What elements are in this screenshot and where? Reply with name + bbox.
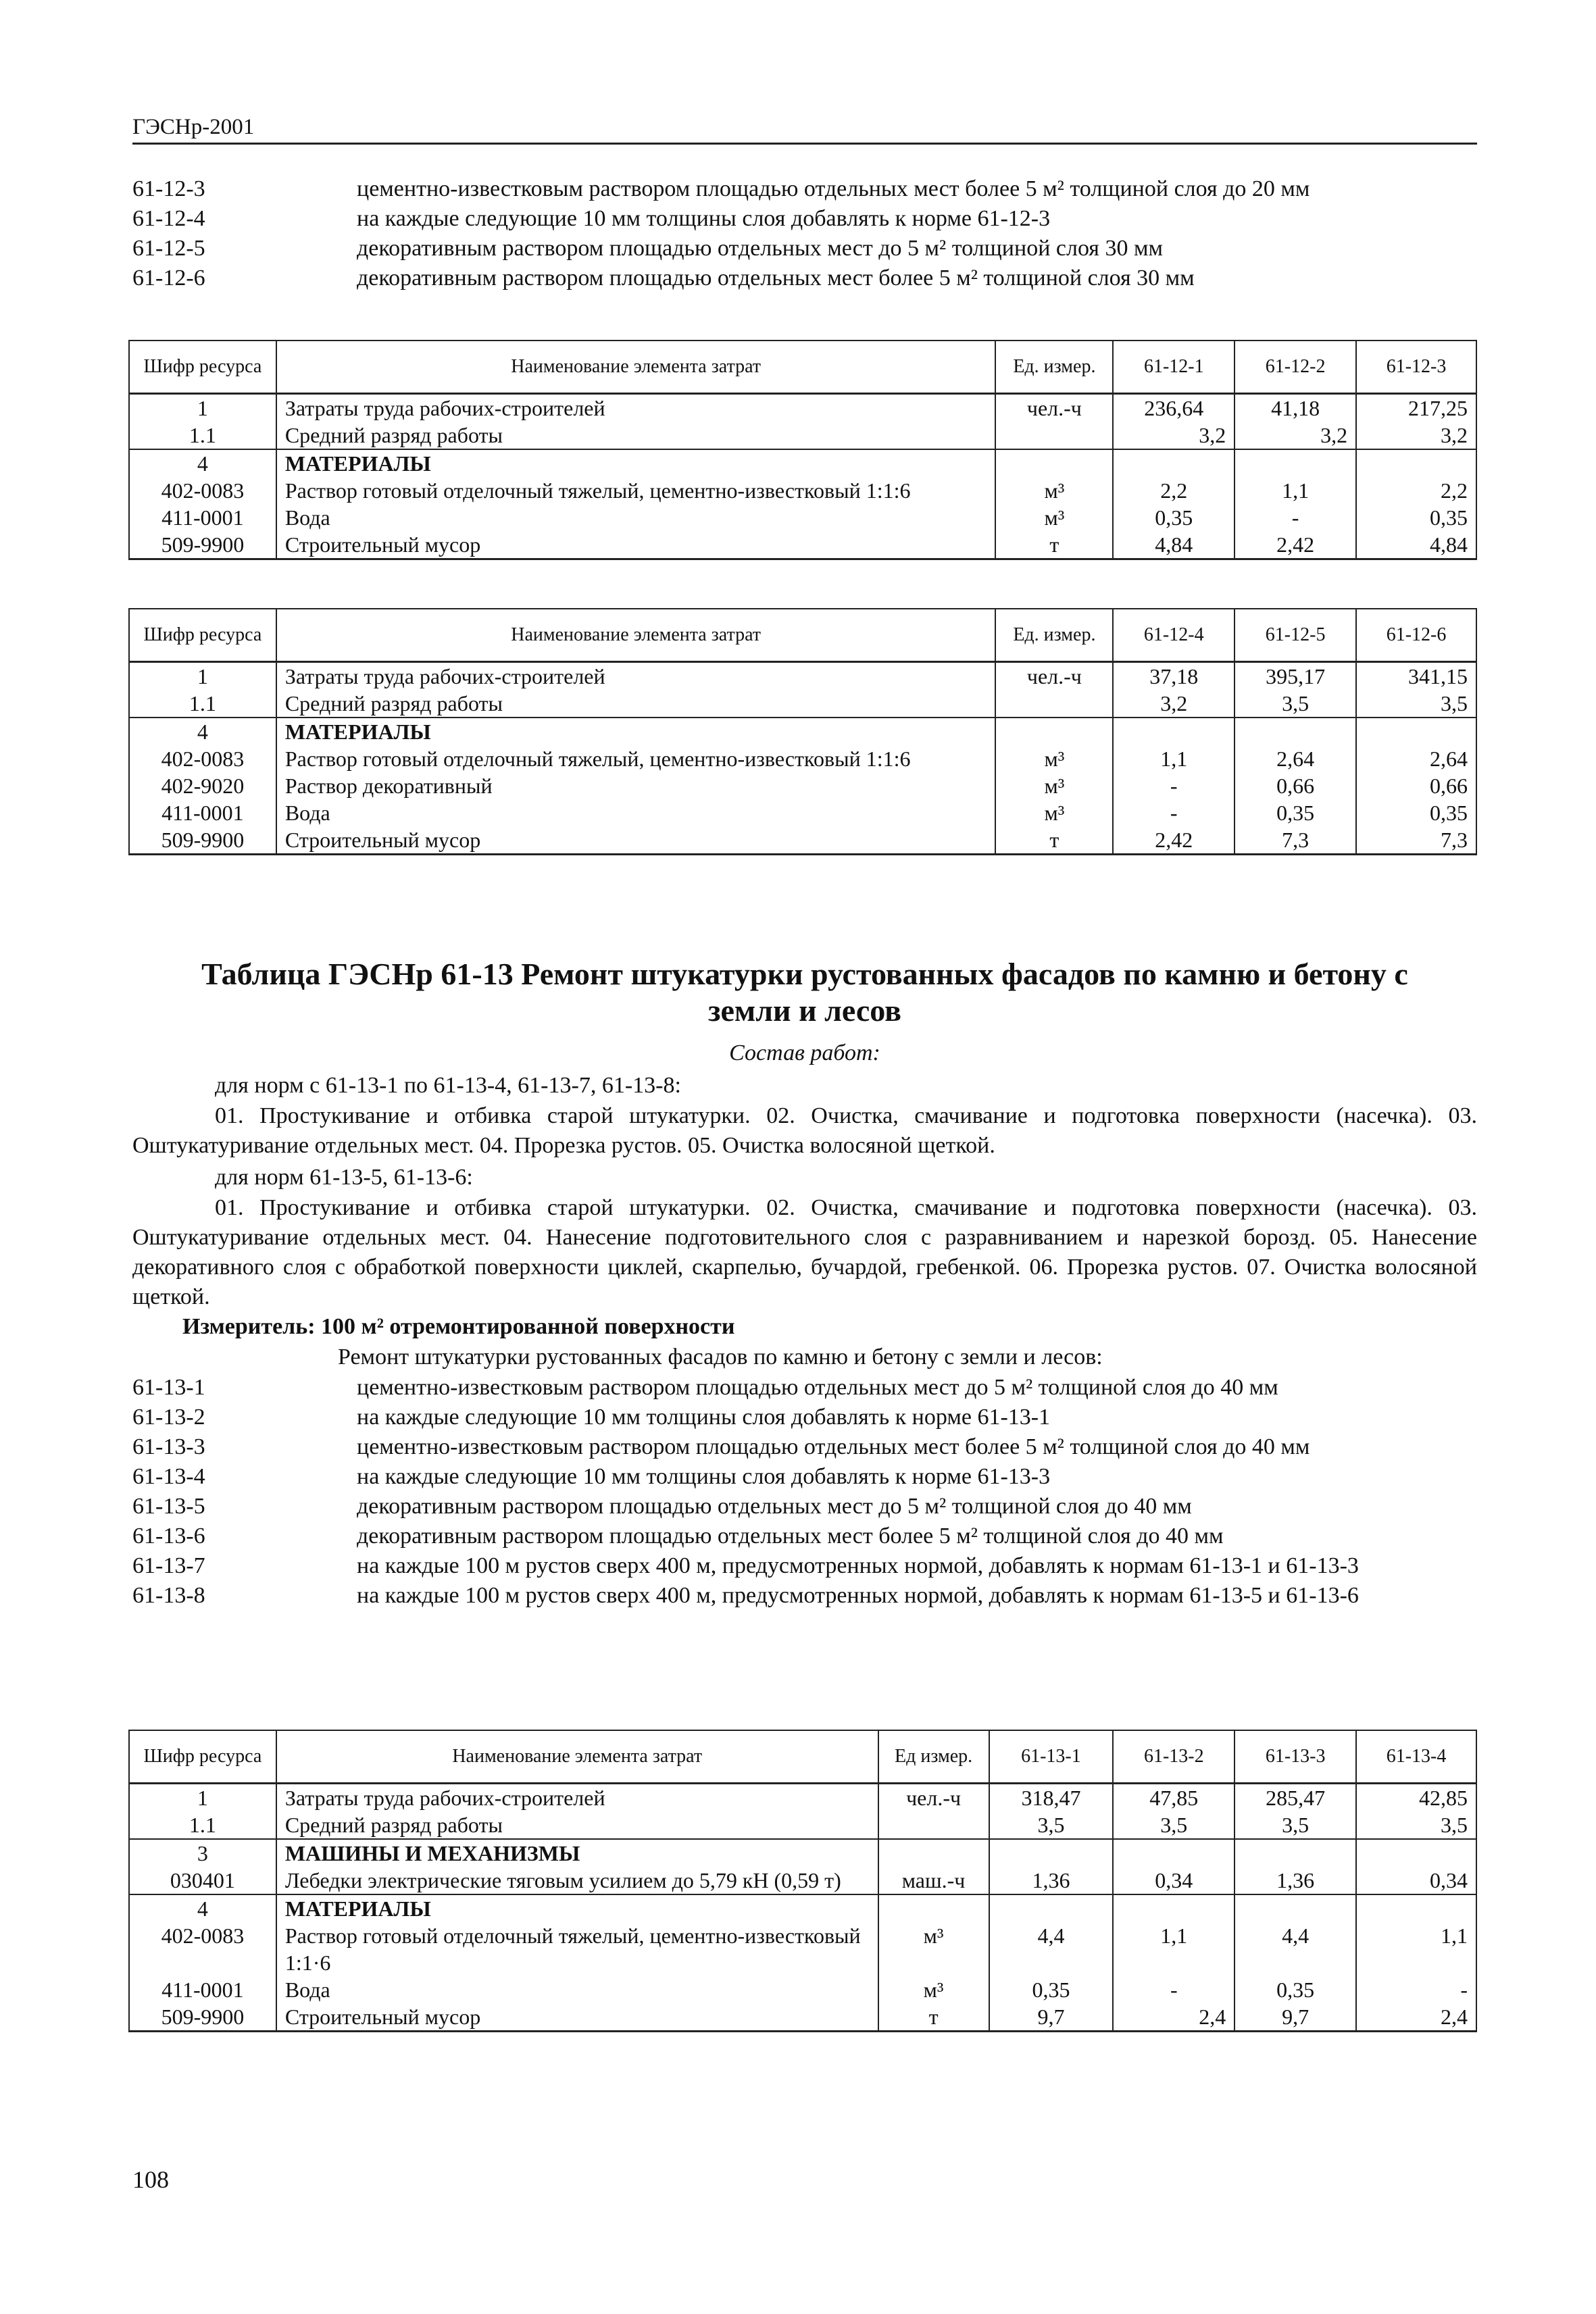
table-cell: Затраты труда рабочих-строителей bbox=[276, 1784, 878, 1812]
list-item bbox=[132, 263, 1477, 293]
resource-table-61-13 bbox=[128, 1730, 1477, 2032]
table-cell: 395,17 bbox=[1235, 662, 1356, 690]
table-row bbox=[129, 2003, 1476, 2032]
table-row bbox=[129, 690, 1476, 718]
table-cell: 402-0083 bbox=[129, 1922, 276, 1976]
table-cell: т bbox=[995, 531, 1113, 559]
table-cell bbox=[878, 1811, 989, 1839]
norm-code: 61-13-2 bbox=[132, 1405, 205, 1430]
table-cell: 7,3 bbox=[1356, 826, 1476, 855]
table-cell: 7,3 bbox=[1235, 826, 1356, 855]
table-row bbox=[129, 772, 1476, 799]
table-cell: 1.1 bbox=[129, 422, 276, 449]
column-header: Шифр ресурса bbox=[129, 1730, 276, 1784]
table-cell: 2,4 bbox=[1356, 2003, 1476, 2032]
table-row bbox=[129, 449, 1476, 477]
table-cell: 2,2 bbox=[1356, 477, 1476, 504]
table-row bbox=[129, 477, 1476, 504]
list-item bbox=[132, 1492, 1477, 1521]
table-cell: м³ bbox=[878, 1976, 989, 2003]
table-cell: 41,18 bbox=[1235, 394, 1356, 422]
work-composition-text: 01. Простукивание и отбивка старой штукатурки. 02. Очистка, смачивание и подготовка поверхности (насечка). 03. Оштукатуривание отдельных мест. 04. Нанесение подготовительного слоя с разравниванием и нарезкой борозд. 05. Нанесение декоративного слоя с обработкой поверхности циклей, скарпелью, бучардой, гребенкой. 06. Прорезка рустов. 07. Очистка волосяной щеткой. bbox=[132, 1195, 1477, 1309]
table-cell: 509-9900 bbox=[129, 826, 276, 855]
table-cell: 1,1 bbox=[1235, 477, 1356, 504]
column-header: Ед измер. bbox=[878, 1730, 989, 1784]
group-heading: МАТЕРИАЛЫ bbox=[276, 449, 996, 477]
table-cell: 236,64 bbox=[1113, 394, 1235, 422]
table-cell: 2,42 bbox=[1235, 531, 1356, 559]
norm-code: 61-13-1 bbox=[132, 1375, 205, 1400]
table-cell: Средний разряд работы bbox=[276, 690, 996, 718]
table-cell: 2,64 bbox=[1235, 745, 1356, 772]
table-row bbox=[129, 826, 1476, 855]
list-item bbox=[132, 1462, 1477, 1492]
table-cell: 0,35 bbox=[989, 1976, 1114, 2003]
table-cell: - bbox=[1235, 504, 1356, 531]
table-cell: 3,5 bbox=[989, 1811, 1114, 1839]
table-cell: 0,35 bbox=[1113, 504, 1235, 531]
list-item bbox=[132, 1373, 1477, 1403]
table-cell: Строительный мусор bbox=[276, 531, 996, 559]
norm-code: 61-12-4 bbox=[132, 206, 205, 231]
table-row bbox=[129, 718, 1476, 745]
table-cell: 0,34 bbox=[1356, 1867, 1476, 1894]
table-cell: 411-0001 bbox=[129, 504, 276, 531]
norm-description: цементно-известковым раствором площадью отдельных мест более 5 м² толщиной слоя до 20 мм bbox=[357, 176, 1310, 201]
table-cell: 0,66 bbox=[1356, 772, 1476, 799]
table-cell: чел.-ч bbox=[995, 662, 1113, 690]
table-cell: м³ bbox=[995, 745, 1113, 772]
table-cell: 9,7 bbox=[989, 2003, 1114, 2032]
table-cell: 2,2 bbox=[1113, 477, 1235, 504]
table-cell: 9,7 bbox=[1235, 2003, 1356, 2032]
table-cell: 37,18 bbox=[1113, 662, 1235, 690]
table-cell: 42,85 bbox=[1356, 1784, 1476, 1812]
table-cell: 3,5 bbox=[1113, 1811, 1235, 1839]
table-cell: 402-0083 bbox=[129, 477, 276, 504]
list-item bbox=[132, 174, 1477, 204]
table-cell: 4 bbox=[129, 718, 276, 745]
norm-code: 61-12-6 bbox=[132, 266, 205, 291]
table-cell: 0,35 bbox=[1235, 799, 1356, 826]
table-cell: 1,36 bbox=[989, 1867, 1114, 1894]
table-cell: 318,47 bbox=[989, 1784, 1114, 1812]
table-cell: 4,4 bbox=[989, 1922, 1114, 1976]
column-header: 61-12-3 bbox=[1356, 341, 1476, 394]
section-title bbox=[132, 956, 1477, 1029]
section-title-line: Таблица ГЭСНр 61-13 Ремонт штукатурки рустованных фасадов по камню и бетону с bbox=[201, 957, 1408, 991]
table-cell: 509-9900 bbox=[129, 531, 276, 559]
table-cell: Вода bbox=[276, 799, 996, 826]
norms-scope: для норм 61-13-5, 61-13-6: bbox=[215, 1165, 473, 1190]
table-cell: 3,2 bbox=[1235, 422, 1356, 449]
table-cell: 402-9020 bbox=[129, 772, 276, 799]
table-cell: 3,5 bbox=[1356, 1811, 1476, 1839]
group-heading: МАТЕРИАЛЫ bbox=[276, 718, 996, 745]
table-cell: Строительный мусор bbox=[276, 2003, 878, 2032]
table-cell: 3,5 bbox=[1235, 690, 1356, 718]
list-item bbox=[132, 1403, 1477, 1432]
table-cell: 4 bbox=[129, 449, 276, 477]
table-row bbox=[129, 394, 1476, 422]
norm-description: на каждые следующие 10 мм толщины слоя добавлять к норме 61-13-3 bbox=[357, 1464, 1051, 1489]
list-item bbox=[132, 1551, 1477, 1581]
table-cell: Раствор готовый отделочный тяжелый, цементно-известковый 1:1:6 bbox=[276, 745, 996, 772]
table-row bbox=[129, 1784, 1476, 1812]
table-cell: 1,1 bbox=[1356, 1922, 1476, 1976]
table-row bbox=[129, 504, 1476, 531]
table-cell: м³ bbox=[995, 504, 1113, 531]
norm-description: декоративным раствором площадью отдельных мест до 5 м² толщиной слоя 30 мм bbox=[357, 236, 1163, 261]
table-cell: Лебедки электрические тяговым усилием до 5,79 кН (0,59 т) bbox=[276, 1867, 878, 1894]
list-item bbox=[132, 1581, 1477, 1611]
code-list-61-12 bbox=[132, 174, 1477, 293]
norm-description: на каждые следующие 10 мм толщины слоя добавлять к норме 61-13-1 bbox=[357, 1405, 1051, 1430]
table-header-row bbox=[129, 1730, 1476, 1784]
table-row bbox=[129, 1922, 1476, 1976]
table-cell: Строительный мусор bbox=[276, 826, 996, 855]
table-cell: 1 bbox=[129, 394, 276, 422]
column-header: Ед. измер. bbox=[995, 609, 1113, 662]
table-cell: 4,84 bbox=[1356, 531, 1476, 559]
page-number: 108 bbox=[132, 2166, 169, 2193]
page-header: ГЭСНр-2001 bbox=[132, 115, 1477, 145]
table-row bbox=[129, 531, 1476, 559]
list-item bbox=[132, 234, 1477, 263]
table-cell: - bbox=[1356, 1976, 1476, 2003]
table-cell: Вода bbox=[276, 504, 996, 531]
table-cell: м³ bbox=[878, 1922, 989, 1976]
table-cell: Вода bbox=[276, 1976, 878, 2003]
table-cell: т bbox=[878, 2003, 989, 2032]
column-header: 61-12-1 bbox=[1113, 341, 1235, 394]
norm-description: декоративным раствором площадью отдельных мест более 5 м² толщиной слоя до 40 мм bbox=[357, 1524, 1224, 1549]
norm-code: 61-12-3 bbox=[132, 176, 205, 201]
table-cell: 509-9900 bbox=[129, 2003, 276, 2032]
table-cell: Средний разряд работы bbox=[276, 1811, 878, 1839]
table-row bbox=[129, 662, 1476, 690]
table-header-row bbox=[129, 609, 1476, 662]
table-cell: 030401 bbox=[129, 1867, 276, 1894]
table-cell: 0,66 bbox=[1235, 772, 1356, 799]
norm-code: 61-12-5 bbox=[132, 236, 205, 261]
table-cell: 2,42 bbox=[1113, 826, 1235, 855]
table-cell: 1,1 bbox=[1113, 745, 1235, 772]
list-item bbox=[132, 204, 1477, 234]
norms-scope: для норм с 61-13-1 по 61-13-4, 61-13-7, 61-13-8: bbox=[215, 1073, 681, 1098]
table-cell bbox=[995, 690, 1113, 718]
norm-description: на каждые 100 м рустов сверх 400 м, предусмотренных нормой, добавлять к нормам 61-13-5 и 61-13-6 bbox=[357, 1583, 1359, 1608]
table-cell: - bbox=[1113, 799, 1235, 826]
table-cell: маш.-ч bbox=[878, 1867, 989, 1894]
column-header: Наименование элемента затрат bbox=[276, 1730, 878, 1784]
table-cell: 0,35 bbox=[1356, 504, 1476, 531]
table-cell bbox=[995, 422, 1113, 449]
table-cell: 0,34 bbox=[1113, 1867, 1235, 1894]
table-cell: - bbox=[1113, 1976, 1235, 2003]
column-header: 61-12-2 bbox=[1235, 341, 1356, 394]
table-cell: 411-0001 bbox=[129, 799, 276, 826]
norm-description: декоративным раствором площадью отдельных мест более 5 м² толщиной слоя 30 мм bbox=[357, 266, 1195, 291]
table-cell: 2,4 bbox=[1113, 2003, 1235, 2032]
table-cell: 2,64 bbox=[1356, 745, 1476, 772]
table-cell: 1 bbox=[129, 662, 276, 690]
norm-code: 61-13-6 bbox=[132, 1524, 205, 1549]
table-cell: т bbox=[995, 826, 1113, 855]
norm-code: 61-13-4 bbox=[132, 1464, 205, 1489]
table-cell: Средний разряд работы bbox=[276, 422, 996, 449]
table-cell: 285,47 bbox=[1235, 1784, 1356, 1812]
table-cell: Раствор готовый отделочный тяжелый, цементно-известковый 1:1·6 bbox=[276, 1922, 878, 1976]
table-row bbox=[129, 422, 1476, 449]
table-cell: 217,25 bbox=[1356, 394, 1476, 422]
table-cell: 3,2 bbox=[1113, 690, 1235, 718]
column-header: Шифр ресурса bbox=[129, 341, 276, 394]
table-cell: 0,35 bbox=[1356, 799, 1476, 826]
resource-table-61-12-1-3 bbox=[128, 340, 1477, 560]
table-cell: - bbox=[1113, 772, 1235, 799]
resource-table-61-12-4-6 bbox=[128, 608, 1477, 855]
column-header: 61-13-3 bbox=[1235, 1730, 1356, 1784]
table-cell: 3,5 bbox=[1235, 1811, 1356, 1839]
table-cell: 1,1 bbox=[1113, 1922, 1235, 1976]
table-row bbox=[129, 745, 1476, 772]
composition-heading: Состав работ: bbox=[729, 1040, 880, 1065]
column-header: Шифр ресурса bbox=[129, 609, 276, 662]
table-cell: 341,15 bbox=[1356, 662, 1476, 690]
table-cell: 1 bbox=[129, 1784, 276, 1812]
table-cell: Раствор декоративный bbox=[276, 772, 996, 799]
table-cell: 47,85 bbox=[1113, 1784, 1235, 1812]
column-header: 61-13-4 bbox=[1356, 1730, 1476, 1784]
norm-code: 61-13-3 bbox=[132, 1434, 205, 1459]
table-cell: м³ bbox=[995, 799, 1113, 826]
table-row bbox=[129, 1811, 1476, 1839]
list-item bbox=[132, 1432, 1477, 1462]
norms-group-heading: Ремонт штукатурки рустованных фасадов по камню и бетону с земли и лесов: bbox=[338, 1344, 1103, 1369]
table-cell: 1.1 bbox=[129, 1811, 276, 1839]
table-cell: чел.-ч bbox=[995, 394, 1113, 422]
norm-description: декоративным раствором площадью отдельных мест до 5 м² толщиной слоя до 40 мм bbox=[357, 1494, 1192, 1519]
table-cell: 3 bbox=[129, 1839, 276, 1867]
column-header: 61-13-1 bbox=[989, 1730, 1114, 1784]
table-row bbox=[129, 1976, 1476, 2003]
table-cell: 402-0083 bbox=[129, 745, 276, 772]
table-cell: Затраты труда рабочих-строителей bbox=[276, 662, 996, 690]
column-header: Ед. измер. bbox=[995, 341, 1113, 394]
table-row bbox=[129, 1839, 1476, 1867]
table-row bbox=[129, 1894, 1476, 1922]
table-cell: 4,84 bbox=[1113, 531, 1235, 559]
table-cell: 3,5 bbox=[1356, 690, 1476, 718]
column-header: Наименование элемента затрат bbox=[276, 609, 996, 662]
table-cell: Затраты труда рабочих-строителей bbox=[276, 394, 996, 422]
table-cell: 4 bbox=[129, 1894, 276, 1922]
norm-code: 61-13-8 bbox=[132, 1583, 205, 1608]
table-row bbox=[129, 799, 1476, 826]
list-item bbox=[132, 1521, 1477, 1551]
norm-description: на каждые 100 м рустов сверх 400 м, предусмотренных нормой, добавлять к нормам 61-13-1 и 61-13-3 bbox=[357, 1553, 1359, 1578]
group-heading: МАШИНЫ И МЕХАНИЗМЫ bbox=[276, 1839, 878, 1867]
column-header: 61-13-2 bbox=[1113, 1730, 1235, 1784]
table-cell: 0,35 bbox=[1235, 1976, 1356, 2003]
norm-description: цементно-известковым раствором площадью отдельных мест более 5 м² толщиной слоя до 40 мм bbox=[357, 1434, 1310, 1459]
table-cell: 1,36 bbox=[1235, 1867, 1356, 1894]
table-cell: чел.-ч bbox=[878, 1784, 989, 1812]
table-cell: 4,4 bbox=[1235, 1922, 1356, 1976]
table-header-row bbox=[129, 341, 1476, 394]
column-header: 61-12-4 bbox=[1113, 609, 1235, 662]
norm-description: на каждые следующие 10 мм толщины слоя добавлять к норме 61-12-3 bbox=[357, 206, 1051, 231]
section-title-line: земли и лесов bbox=[708, 993, 901, 1028]
code-list-61-13 bbox=[132, 1373, 1477, 1611]
column-header: 61-12-6 bbox=[1356, 609, 1476, 662]
table-cell: 3,2 bbox=[1356, 422, 1476, 449]
column-header: 61-12-5 bbox=[1235, 609, 1356, 662]
table-row bbox=[129, 1867, 1476, 1894]
column-header: Наименование элемента затрат bbox=[276, 341, 996, 394]
table-cell: 1.1 bbox=[129, 690, 276, 718]
work-composition-text: 01. Простукивание и отбивка старой штукатурки. 02. Очистка, смачивание и подготовка поверхности (насечка). 03. Оштукатуривание отдельных мест. 04. Прорезка рустов. 05. Очистка волосяной щеткой. bbox=[132, 1103, 1477, 1158]
table-cell: 3,2 bbox=[1113, 422, 1235, 449]
measure-unit: Измеритель: 100 м² отремонтированной поверхности bbox=[182, 1314, 735, 1339]
norm-code: 61-13-7 bbox=[132, 1553, 205, 1578]
table-cell: 411-0001 bbox=[129, 1976, 276, 2003]
table-cell: Раствор готовый отделочный тяжелый, цементно-известковый 1:1:6 bbox=[276, 477, 996, 504]
norm-code: 61-13-5 bbox=[132, 1494, 205, 1519]
table-cell: м³ bbox=[995, 772, 1113, 799]
group-heading: МАТЕРИАЛЫ bbox=[276, 1894, 878, 1922]
norm-description: цементно-известковым раствором площадью отдельных мест до 5 м² толщиной слоя до 40 мм bbox=[357, 1375, 1278, 1400]
table-cell: м³ bbox=[995, 477, 1113, 504]
